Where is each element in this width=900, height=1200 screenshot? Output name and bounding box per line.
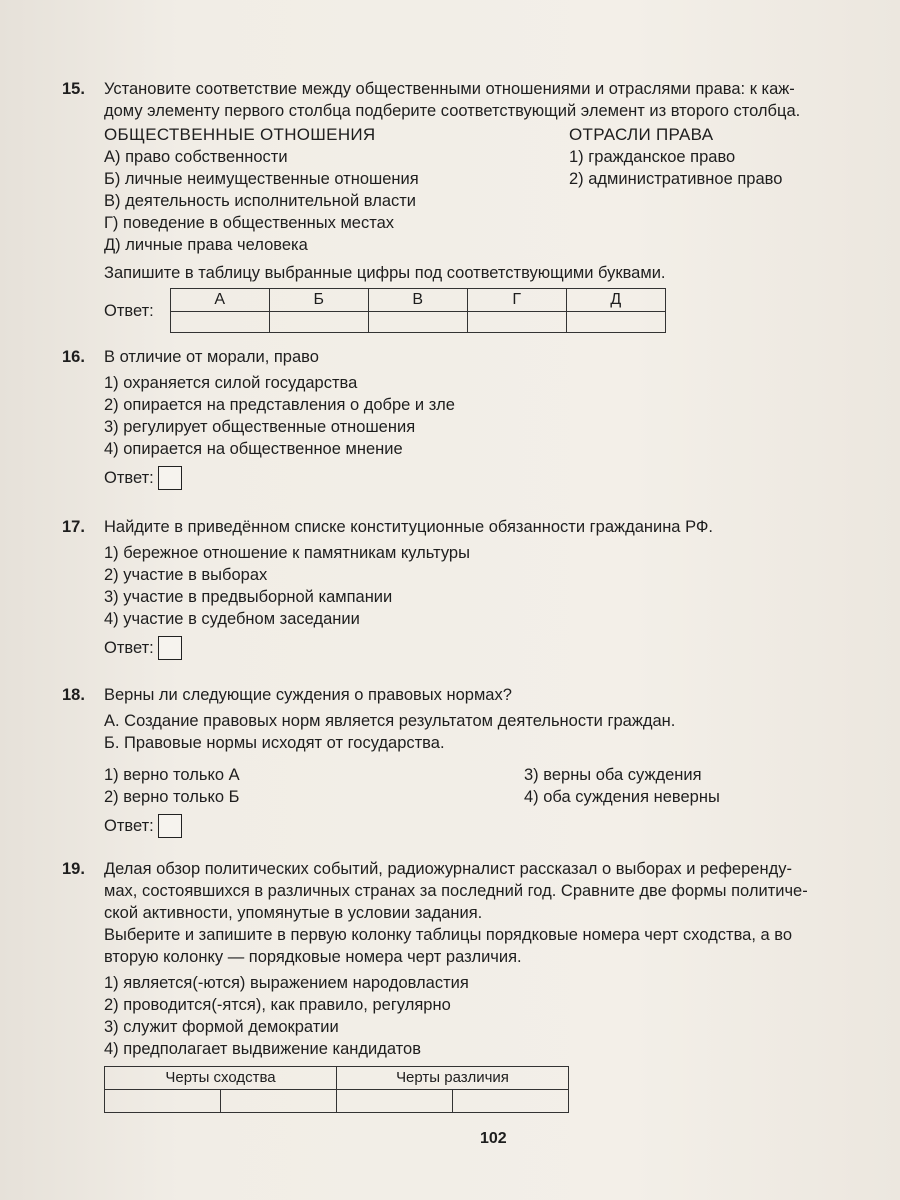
answer-table-header: Г xyxy=(467,289,566,312)
answer-box[interactable] xyxy=(158,814,182,838)
matching-columns xyxy=(104,124,884,256)
task-number: 19. xyxy=(62,860,85,878)
options-grid xyxy=(104,764,884,808)
answer-row xyxy=(104,288,884,333)
left-column xyxy=(104,124,544,256)
answer-table-header: А xyxy=(170,289,269,312)
option: 3) регулирует общественные отношения xyxy=(104,418,416,436)
differences-header: Черты различия xyxy=(337,1067,569,1090)
option: 1) охраняется силой государства xyxy=(104,374,358,392)
question-line: Делая обзор политических событий, радиожурналист рассказал о выборах и референду- xyxy=(104,860,792,878)
question-line: мах, состоявшихся в различных странах за последний год. Сравните две формы политиче- xyxy=(104,882,808,900)
question: В отличие от морали, право xyxy=(104,348,319,366)
answer-table xyxy=(170,288,666,333)
option: 1) бережное отношение к памятникам культуры xyxy=(104,544,470,562)
answer-cell[interactable] xyxy=(566,312,665,333)
left-item: А) право собственности xyxy=(104,148,288,166)
right-item: 1) гражданское право xyxy=(569,148,736,166)
answer-cell[interactable] xyxy=(467,312,566,333)
similarity-cell[interactable] xyxy=(221,1090,337,1113)
similarity-cell[interactable] xyxy=(105,1090,221,1113)
answer-row xyxy=(104,636,884,660)
task-number: 18. xyxy=(62,686,85,704)
task-number: 17. xyxy=(62,518,85,536)
answer-cell[interactable] xyxy=(269,312,368,333)
left-column-header: ОБЩЕСТВЕННЫЕ ОТНОШЕНИЯ xyxy=(104,125,376,144)
answer-row xyxy=(104,814,884,838)
question: Найдите в приведённом списке конституционные обязанности гражданина РФ. xyxy=(104,518,714,536)
option: 1) верно только А xyxy=(104,766,240,784)
difference-cell[interactable] xyxy=(453,1090,569,1113)
right-item: 2) административное право xyxy=(569,170,783,188)
instruction-line: вторую колонку — порядковые номера черт различия. xyxy=(104,948,522,966)
answer-table-header: Б xyxy=(269,289,368,312)
option: 1) является(-ются) выражением народовластия xyxy=(104,974,469,992)
right-column xyxy=(569,124,889,190)
difference-cell[interactable] xyxy=(337,1090,453,1113)
left-item: Г) поведение в общественных местах xyxy=(104,214,395,232)
question-line: ской активности, упомянутые в условии задания. xyxy=(104,904,483,922)
answer-label: Ответ: xyxy=(104,817,154,835)
option: 4) оба суждения неверны xyxy=(524,788,720,806)
task-number: 16. xyxy=(62,348,85,366)
option: 3) участие в предвыборной кампании xyxy=(104,588,393,606)
option: 4) опирается на общественное мнение xyxy=(104,440,403,458)
answer-cell[interactable] xyxy=(368,312,467,333)
option: 2) верно только Б xyxy=(104,788,240,806)
answer-label: Ответ: xyxy=(104,301,154,320)
question: Верны ли следующие суждения о правовых нормах? xyxy=(104,686,512,704)
comparison-table xyxy=(104,1066,569,1113)
answer-box[interactable] xyxy=(158,466,182,490)
left-item: Б) личные неимущественные отношения xyxy=(104,170,419,188)
instruction: Запишите в таблицу выбранные цифры под соответствующими буквами. xyxy=(104,264,666,282)
question-line: дому элементу первого столбца подберите соответствующий элемент из второго столбца. xyxy=(104,102,801,120)
left-item: Д) личные права человека xyxy=(104,236,308,254)
option: 2) проводится(-ятся), как правило, регулярно xyxy=(104,996,451,1014)
answer-table-header: В xyxy=(368,289,467,312)
answer-box[interactable] xyxy=(158,636,182,660)
question-line: Установите соответствие между общественными отношениями и отраслями права: к каж- xyxy=(104,80,795,98)
answer-label: Ответ: xyxy=(104,639,154,657)
instruction-line: Выберите и запишите в первую колонку таблицы порядковые номера черт сходства, а во xyxy=(104,926,793,944)
statement-b: Б. Правовые нормы исходят от государства. xyxy=(104,734,445,752)
page-number: 102 xyxy=(480,1130,507,1147)
answer-table-header: Д xyxy=(566,289,665,312)
similarities-header: Черты сходства xyxy=(105,1067,337,1090)
left-item: В) деятельность исполнительной власти xyxy=(104,192,417,210)
option: 4) участие в судебном заседании xyxy=(104,610,360,628)
answer-label: Ответ: xyxy=(104,469,154,487)
option: 3) служит формой демократии xyxy=(104,1018,339,1036)
statement-a: А. Создание правовых норм является результатом деятельности граждан. xyxy=(104,712,676,730)
answer-row xyxy=(104,466,884,490)
task-number: 15. xyxy=(62,80,85,98)
right-column-header: ОТРАСЛИ ПРАВА xyxy=(569,125,714,144)
option: 2) участие в выборах xyxy=(104,566,268,584)
option: 4) предполагает выдвижение кандидатов xyxy=(104,1040,421,1058)
option: 2) опирается на представления о добре и зле xyxy=(104,396,455,414)
answer-cell[interactable] xyxy=(170,312,269,333)
option: 3) верны оба суждения xyxy=(524,766,702,784)
